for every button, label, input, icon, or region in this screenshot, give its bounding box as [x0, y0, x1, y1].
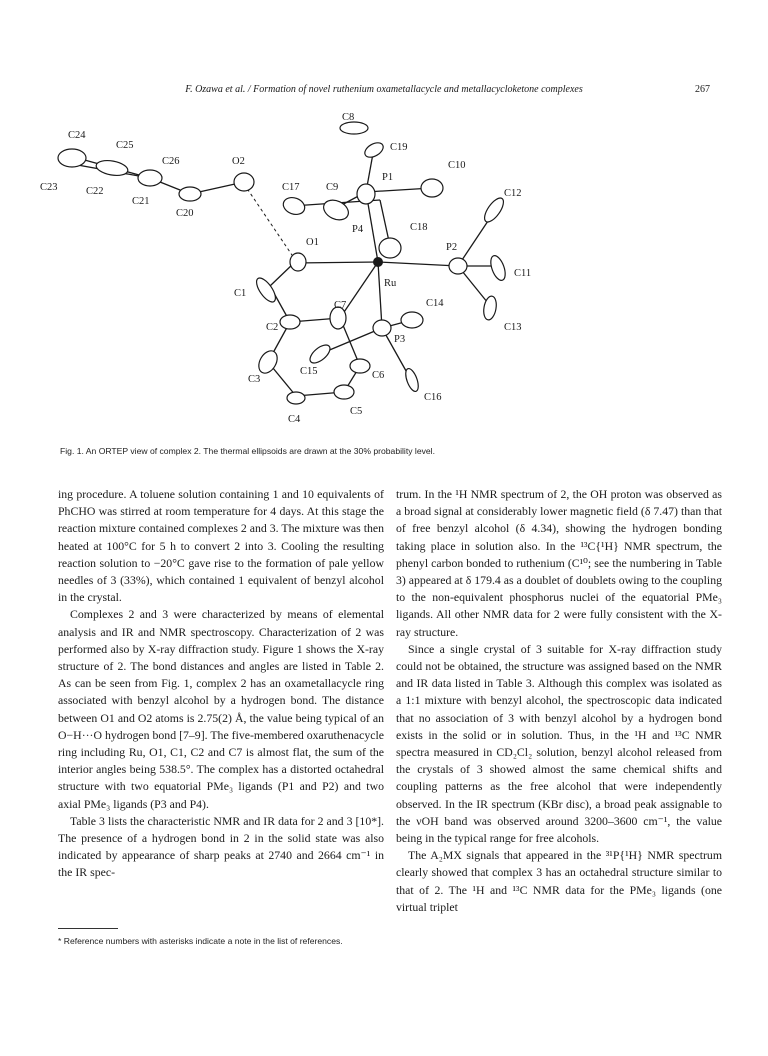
- atom-label: C19: [390, 142, 408, 153]
- atom-label: P4: [352, 224, 364, 235]
- paragraph: trum. In the ¹H NMR spectrum of 2, the OH proton was observed as a broad signal at considerably lower magnetic field (δ 7.47) than that of free benzyl alcohol (δ 4.34), showing the hydrogen bonding taking place in solution also. In the ¹³C{¹H} NMR spectrum, the phenyl carbon bonded to ruthenium (C¹⁰; see the numbering in Table 3) appeared at δ 179.4 as a doublet of doublets owing to the coupling to the non-equivalent phosphorus nuclei of the equatorial PMe₃ ligands. All other NMR data for 2 were fully consistent with the X-ray structure.: [396, 487, 722, 639]
- atom-label: C13: [504, 322, 522, 333]
- atom-label: C20: [176, 208, 194, 219]
- paragraph: Table 3 lists the characteristic NMR and IR data for 2 and 3 [10*]. The presence of a hydrogen bond in 2 in the solid state was also indicated by appearance of sharp peaks at 2740 and 2664 cm⁻¹ in the IR spec-: [58, 813, 384, 880]
- atom-label: O2: [232, 156, 245, 167]
- atom-label: C11: [514, 268, 532, 279]
- atom-label: C25: [116, 140, 134, 151]
- paragraph: The A₂MX signals that appeared in the ³¹P{¹H} NMR spectrum clearly showed that complex 3 has an octahedral structure similar to that of 2. The ¹H and ¹³C NMR data for the PMe₃ ligands (one virtual triplet: [396, 848, 722, 914]
- footnote-text: * Reference numbers with asterisks indicate a note in the list of references.: [58, 936, 343, 946]
- atom-label: C3: [248, 374, 261, 385]
- atom-label: P1: [382, 172, 394, 183]
- atom-label: C8: [342, 112, 355, 123]
- ortep-figure: [0, 0, 768, 440]
- atom-label: C12: [504, 188, 522, 199]
- atom-label: C14: [426, 298, 444, 309]
- paragraph: Since a single crystal of 3 suitable for X-ray diffraction study could not be obtained, the structure was assigned based on the NMR and IR data listed in Table 3. Although this complex was isolated as a 1:1 mixture with benzyl alcohol, the spectroscopic data indicated that no association of 3 with benzyl alcohol by a hydrogen bond exists in the solid or in solution. Thus, in the ¹H and ¹³C NMR spectra measured in CD₂Cl₂ solution, benzyl alcohol released from the crystals of 3 showed almost the same chemical shifts and coupling patterns as the free alcohol that were independently observed. In the IR spectrum (KBr disc), a broad peak assignable to the νOH band was observed around 3200–3600 cm⁻¹, the value being in the typical range for free alcohols.: [396, 641, 722, 846]
- ortep-drawing: [0, 0, 768, 440]
- left-column: [58, 486, 384, 882]
- atom-label: C16: [424, 392, 442, 403]
- atom-label: P2: [446, 242, 458, 253]
- right-column: [396, 486, 722, 916]
- atom-label: C6: [372, 370, 385, 381]
- running-title: F. Ozawa et al. / Formation of novel ruthenium oxametallacycle and metallacycloketone complexes: [185, 84, 583, 95]
- atom-label: P3: [394, 334, 406, 345]
- figure-caption: Fig. 1. An ORTEP view of complex 2. The thermal ellipsoids are drawn at the 30% probability level.: [60, 446, 435, 456]
- atom-label: C7: [334, 300, 347, 311]
- atom-label: C22: [86, 186, 104, 197]
- atom-label: C21: [132, 196, 150, 207]
- atom-label: C24: [68, 130, 86, 141]
- atom-label: C9: [326, 182, 339, 193]
- atom-label: C1: [234, 288, 247, 299]
- atom-label: C17: [282, 182, 300, 193]
- page-number: 267: [695, 84, 710, 95]
- atom-label: C26: [162, 156, 180, 167]
- atom-label: C18: [410, 222, 428, 233]
- paragraph: Complexes 2 and 3 were characterized by means of elemental analysis and IR and NMR spectroscopy. Characterization of 2 was performed also by X-ray diffraction study. Figure 1 shows the X-ray structure of 2. The bond distances and angles are listed in Table 2. As can be seen from Fig. 1, complex 2 has an oxametallacycle ring associated with benzyl alcohol by a hydrogen bond. The distance between O1 and O2 atoms is 2.75(2) Å, the value being typical of an O−H···O hydrogen bond [7–9]. The five-membered oxaruthenacycle ring including Ru, O1, C1, C2 and C7 is almost flat, the sum of the interior angles being 538.5°. The complex has a distorted octahedral structure with two equatorial PMe₃ ligands (P1 and P2) and two axial PMe₃ ligands (P3 and P4).: [58, 607, 384, 811]
- paragraph: ing procedure. A toluene solution containing 1 and 10 equivalents of PhCHO was stirred at room temperature for 4 days. At this stage the reaction mixture contained complexes 2 and 3. The mixture was then heated at 100°C for 5 h to convert 2 into 3. Cooling the resulting reaction solution to −20°C gave rise to the formation of pale yellow needles of 3 (33%), which contained 1 equivalent of benzyl alcohol in the crystal.: [58, 487, 384, 605]
- atom-label: C10: [448, 160, 466, 171]
- atom-label: C4: [288, 414, 301, 425]
- atom-label: Ru: [384, 278, 397, 289]
- atom-label: C15: [300, 366, 318, 377]
- atom-label: C23: [40, 182, 58, 193]
- footnote-rule: [58, 928, 118, 929]
- atom-label: C5: [350, 406, 363, 417]
- atom-label: O1: [306, 237, 319, 248]
- atom-label: C2: [266, 322, 279, 333]
- footnote: [58, 928, 384, 947]
